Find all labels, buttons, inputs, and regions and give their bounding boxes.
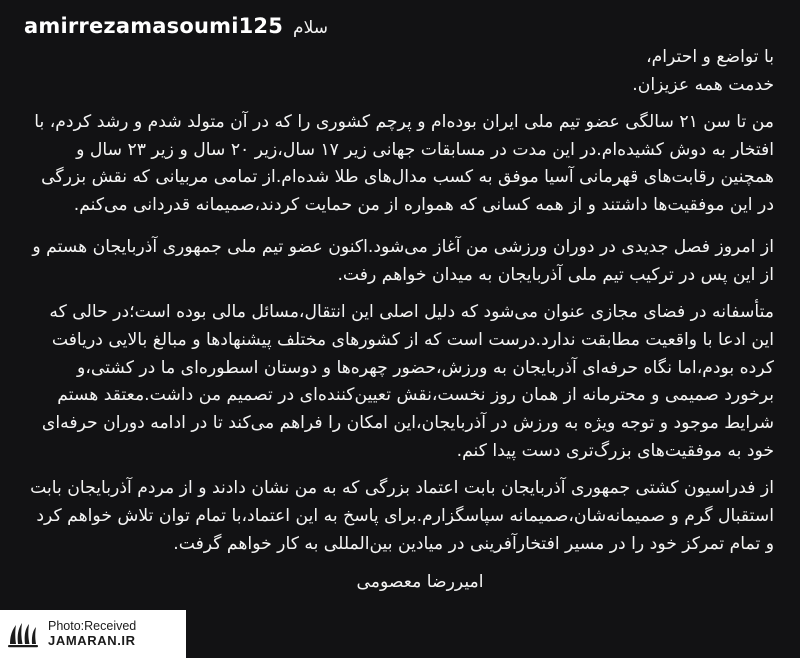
paragraph: از فدراسیون کشتی جمهوری آذربایجان بابت اعتماد بزرگی که به من نشان دادند و از مردم آذربایجان بابت استقبال گرم و صمیمانه‌شان،صمیمانه سپاسگزارم.برای پاسخ به این اعتماد،با تمام توان تلاش خواهم کرد و تمام تمرکز خود را در مسیر افتخارآفرینی در میادین بین‌المللی به کار خواهم گرفت.: [30, 478, 774, 554]
username-text: amirrezamasoumi125: [24, 14, 284, 38]
post-header: [0, 0, 800, 42]
photo-credit: Photo:Received: [48, 619, 137, 634]
signature-text: امیررضا معصومی: [356, 571, 484, 592]
paragraph: متأسفانه در فضای مجازی عنوان می‌شود که دلیل اصلی این انتقال،مسائل مالی بوده است؛در حالی که این ادعا با واقعیت مطابقت ندارد.درست است که از کشورهای مختلف پیشنهادها و مبالغ بالایی دریافت کرده بودم،اما نگاه حرفه‌ای آذربایجان به ورزش،حضور چهره‌ها و دوستان اسطوره‌ای ما در کشتی،و برخورد صمیمی و محترمانه از همان روز نخست،نقش تعیین‌کننده‌ای در تصمیم من داشت.معتقد هستم شرایط موجود و توجه ویژه به ورزش در آذربایجان،این امکان را فراهم می‌کند تا در ادامه دوران حرفه‌ای خود به موفقیت‌های بزرگ‌تری دست پیدا کنم.: [41, 301, 774, 462]
jamaran-logo-icon: [0, 610, 46, 658]
paragraph: از امروز فصل جدیدی در دوران ورزشی من آغاز می‌شود.اکنون عضو تیم ملی جمهوری آذربایجان هستم و از این پس در ترکیب تیم ملی آذربایجان به میدان خواهم رفت.: [32, 237, 774, 286]
paragraph: من تا سن ۲۱ سالگی عضو تیم ملی ایران بوده‌ام و پرچم کشوری را که در آن متولد شدم و رشد کردم، با افتخار به دوش کشیده‌ام.در این مدت در مسابقات جهانی زیر ۱۷ سال،زیر ۲۰ سال و زیر ۲۳ سال و همچنین رقابت‌های قهرمانی آسیا موفق به کسب مدال‌های طلا شده‌ام.از تمامی مربیانی که نقش بزرگی در این موفقیت‌ها داشتند و از همه کسانی که همواره از من حمایت کردند،صمیمانه قدردانی می‌کنم.: [34, 111, 774, 216]
watermark-text: [46, 619, 136, 648]
greeting-text: سلام: [293, 18, 328, 38]
watermark-bar: [0, 610, 186, 658]
paragraph: خدمت همه عزیزان.: [632, 74, 774, 95]
site-name: JAMARAN.IR: [48, 632, 136, 648]
letter-body: [0, 42, 800, 658]
paragraph: با تواضع و احترام،: [646, 47, 774, 67]
